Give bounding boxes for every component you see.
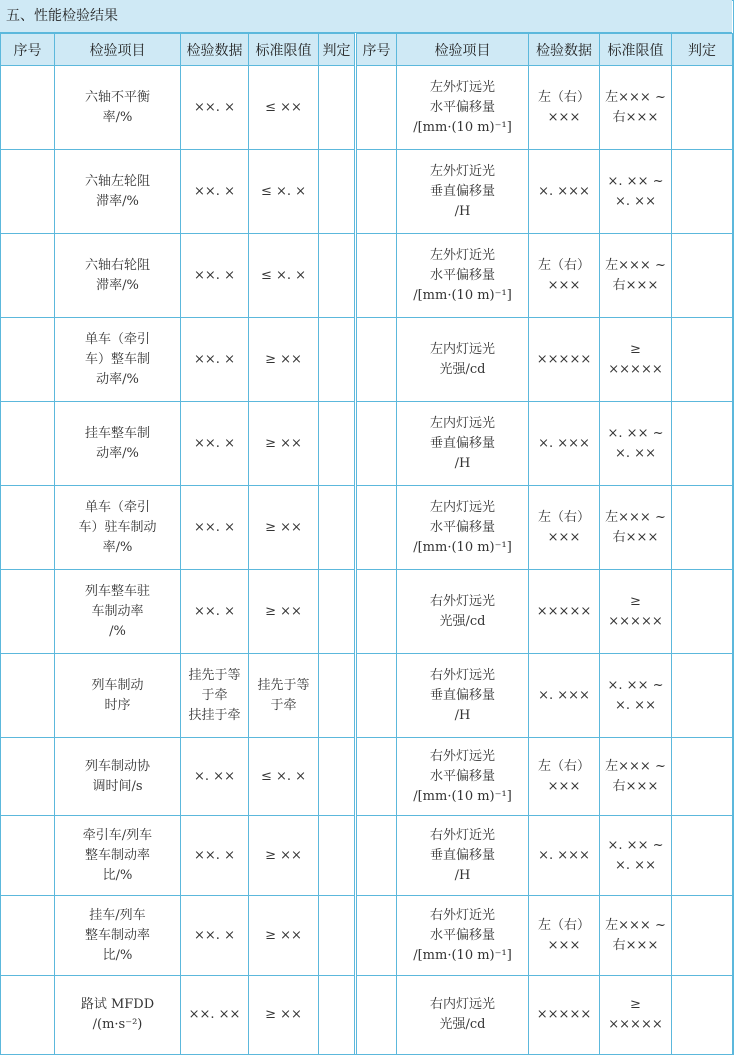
cell-no xyxy=(356,976,397,1055)
cell-limit: ≥ ×× xyxy=(249,816,319,896)
cell-no xyxy=(1,402,55,486)
cell-item: 右外灯远光 水平偏移量 /[mm·(10 m)⁻¹] xyxy=(397,738,529,816)
cell-item: 路试 MFDD /(m·s⁻²) xyxy=(55,976,181,1055)
cell-limit: ≥ ×× xyxy=(249,318,319,402)
cell-limit: ≤ ×. × xyxy=(249,738,319,816)
results-table xyxy=(0,33,733,1055)
cell-no xyxy=(1,654,55,738)
cell-no xyxy=(1,318,55,402)
cell-data: 左（右） ××× xyxy=(529,738,600,816)
cell-no xyxy=(356,654,397,738)
cell-limit: 左××× ~ 右××× xyxy=(600,66,672,150)
cell-data: 左（右） ××× xyxy=(529,234,600,318)
cell-limit: 左××× ~ 右××× xyxy=(600,896,672,976)
cell-no xyxy=(1,816,55,896)
cell-item: 挂车/列车 整车制动率 比/% xyxy=(55,896,181,976)
header-item-left: 检验项目 xyxy=(55,34,181,66)
cell-judge xyxy=(672,654,733,738)
cell-data: ×. ××× xyxy=(529,402,600,486)
cell-no xyxy=(356,150,397,234)
cell-item: 左外灯近光 水平偏移量 /[mm·(10 m)⁻¹] xyxy=(397,234,529,318)
cell-judge xyxy=(319,486,356,570)
cell-data: 左（右） ××× xyxy=(529,486,600,570)
cell-limit: ≤ ×. × xyxy=(249,150,319,234)
cell-data: ××. × xyxy=(181,816,249,896)
table-row xyxy=(1,402,733,486)
cell-data: ××××× xyxy=(529,318,600,402)
cell-data: ×. ××× xyxy=(529,816,600,896)
cell-data: ××. × xyxy=(181,896,249,976)
cell-no xyxy=(1,234,55,318)
cell-no xyxy=(356,486,397,570)
cell-data: 左（右） ××× xyxy=(529,896,600,976)
cell-judge xyxy=(319,738,356,816)
cell-no xyxy=(1,486,55,570)
cell-item: 单车（牵引 车）整车制 动率/% xyxy=(55,318,181,402)
cell-item: 左外灯远光 水平偏移量 /[mm·(10 m)⁻¹] xyxy=(397,66,529,150)
cell-item: 左内灯远光 垂直偏移量 /H xyxy=(397,402,529,486)
section-title: 五、性能检验结果 xyxy=(0,0,732,33)
table-row xyxy=(1,570,733,654)
header-no-right: 序号 xyxy=(356,34,397,66)
cell-no xyxy=(356,570,397,654)
cell-judge xyxy=(319,896,356,976)
cell-no xyxy=(1,150,55,234)
cell-judge xyxy=(319,976,356,1055)
cell-judge xyxy=(319,318,356,402)
cell-judge xyxy=(672,486,733,570)
cell-item: 右内灯远光 光强/cd xyxy=(397,976,529,1055)
cell-no xyxy=(1,896,55,976)
cell-item: 六轴左轮阻 滞率/% xyxy=(55,150,181,234)
header-judge-left: 判定 xyxy=(319,34,356,66)
header-no-left: 序号 xyxy=(1,34,55,66)
header-data-right: 检验数据 xyxy=(529,34,600,66)
cell-data: 挂先于等 于牵 扶挂于牵 xyxy=(181,654,249,738)
cell-limit: ×. ×× ~ ×. ×× xyxy=(600,816,672,896)
cell-limit: ≥ ×× xyxy=(249,486,319,570)
cell-item: 列车整车驻 车制动率 /% xyxy=(55,570,181,654)
cell-limit: ≥ ××××× xyxy=(600,318,672,402)
cell-item: 右外灯近光 垂直偏移量 /H xyxy=(397,816,529,896)
cell-data: ××. × xyxy=(181,570,249,654)
cell-judge xyxy=(672,234,733,318)
cell-judge xyxy=(319,816,356,896)
header-judge-right: 判定 xyxy=(672,34,733,66)
cell-item: 六轴右轮阻 滞率/% xyxy=(55,234,181,318)
header-limit-right: 标准限值 xyxy=(600,34,672,66)
cell-no xyxy=(356,816,397,896)
cell-item: 右外灯远光 光强/cd xyxy=(397,570,529,654)
table-row xyxy=(1,896,733,976)
cell-no xyxy=(356,402,397,486)
cell-judge xyxy=(672,976,733,1055)
cell-data: ×. ××× xyxy=(529,150,600,234)
cell-judge xyxy=(672,896,733,976)
cell-data: ××. × xyxy=(181,318,249,402)
cell-judge xyxy=(672,570,733,654)
table-row xyxy=(1,66,733,150)
cell-no xyxy=(1,738,55,816)
cell-item: 左内灯远光 光强/cd xyxy=(397,318,529,402)
cell-limit: ≤ ×× xyxy=(249,66,319,150)
cell-item: 左外灯近光 垂直偏移量 /H xyxy=(397,150,529,234)
cell-limit: ≥ ××××× xyxy=(600,570,672,654)
table-row xyxy=(1,486,733,570)
table-row xyxy=(1,150,733,234)
cell-item: 列车制动协 调时间/s xyxy=(55,738,181,816)
cell-judge xyxy=(672,150,733,234)
cell-no xyxy=(1,976,55,1055)
header-row xyxy=(1,34,733,66)
cell-limit: ×. ×× ~ ×. ×× xyxy=(600,402,672,486)
cell-limit: ×. ×× ~ ×. ×× xyxy=(600,150,672,234)
cell-judge xyxy=(672,402,733,486)
cell-limit: 左××× ~ 右××× xyxy=(600,738,672,816)
cell-limit: ≥ ×× xyxy=(249,896,319,976)
cell-data: ××. × xyxy=(181,66,249,150)
table-row xyxy=(1,976,733,1055)
cell-no xyxy=(1,66,55,150)
cell-no xyxy=(356,738,397,816)
cell-judge xyxy=(672,816,733,896)
cell-data: ×. ××× xyxy=(529,654,600,738)
table-row xyxy=(1,234,733,318)
header-item-right: 检验项目 xyxy=(397,34,529,66)
cell-data: ××. × xyxy=(181,150,249,234)
cell-judge xyxy=(319,570,356,654)
cell-data: ××. × xyxy=(181,402,249,486)
cell-limit: 左××× ~ 右××× xyxy=(600,234,672,318)
table-row xyxy=(1,654,733,738)
cell-no xyxy=(356,234,397,318)
cell-limit: ≥ ×× xyxy=(249,402,319,486)
cell-item: 列车制动 时序 xyxy=(55,654,181,738)
cell-data: ××××× xyxy=(529,976,600,1055)
header-data-left: 检验数据 xyxy=(181,34,249,66)
cell-limit: ≥ ×× xyxy=(249,976,319,1055)
cell-judge xyxy=(319,654,356,738)
cell-limit: 左××× ~ 右××× xyxy=(600,486,672,570)
cell-judge xyxy=(672,318,733,402)
cell-item: 单车（牵引 车）驻车制动 率/% xyxy=(55,486,181,570)
cell-item: 左内灯远光 水平偏移量 /[mm·(10 m)⁻¹] xyxy=(397,486,529,570)
cell-data: ××. ×× xyxy=(181,976,249,1055)
cell-data: ××. × xyxy=(181,234,249,318)
cell-judge xyxy=(319,402,356,486)
cell-limit: ≥ ×× xyxy=(249,570,319,654)
cell-data: 左（右） ××× xyxy=(529,66,600,150)
cell-no xyxy=(356,896,397,976)
cell-item: 牵引车/列车 整车制动率 比/% xyxy=(55,816,181,896)
cell-judge xyxy=(319,234,356,318)
table-row xyxy=(1,816,733,896)
cell-limit: ×. ×× ~ ×. ×× xyxy=(600,654,672,738)
cell-item: 右外灯近光 水平偏移量 /[mm·(10 m)⁻¹] xyxy=(397,896,529,976)
cell-item: 右外灯远光 垂直偏移量 /H xyxy=(397,654,529,738)
cell-limit: ≥ ××××× xyxy=(600,976,672,1055)
table-row xyxy=(1,318,733,402)
cell-data: ××××× xyxy=(529,570,600,654)
cell-limit: ≤ ×. × xyxy=(249,234,319,318)
table-row xyxy=(1,738,733,816)
cell-no xyxy=(1,570,55,654)
cell-data: ××. × xyxy=(181,486,249,570)
header-limit-left: 标准限值 xyxy=(249,34,319,66)
cell-limit: 挂先于等 于牵 xyxy=(249,654,319,738)
cell-item: 六轴不平衡 率/% xyxy=(55,66,181,150)
cell-judge xyxy=(319,66,356,150)
cell-judge xyxy=(672,66,733,150)
cell-data: ×. ×× xyxy=(181,738,249,816)
cell-judge xyxy=(672,738,733,816)
cell-no xyxy=(356,318,397,402)
cell-judge xyxy=(319,150,356,234)
cell-item: 挂车整车制 动率/% xyxy=(55,402,181,486)
cell-no xyxy=(356,66,397,150)
